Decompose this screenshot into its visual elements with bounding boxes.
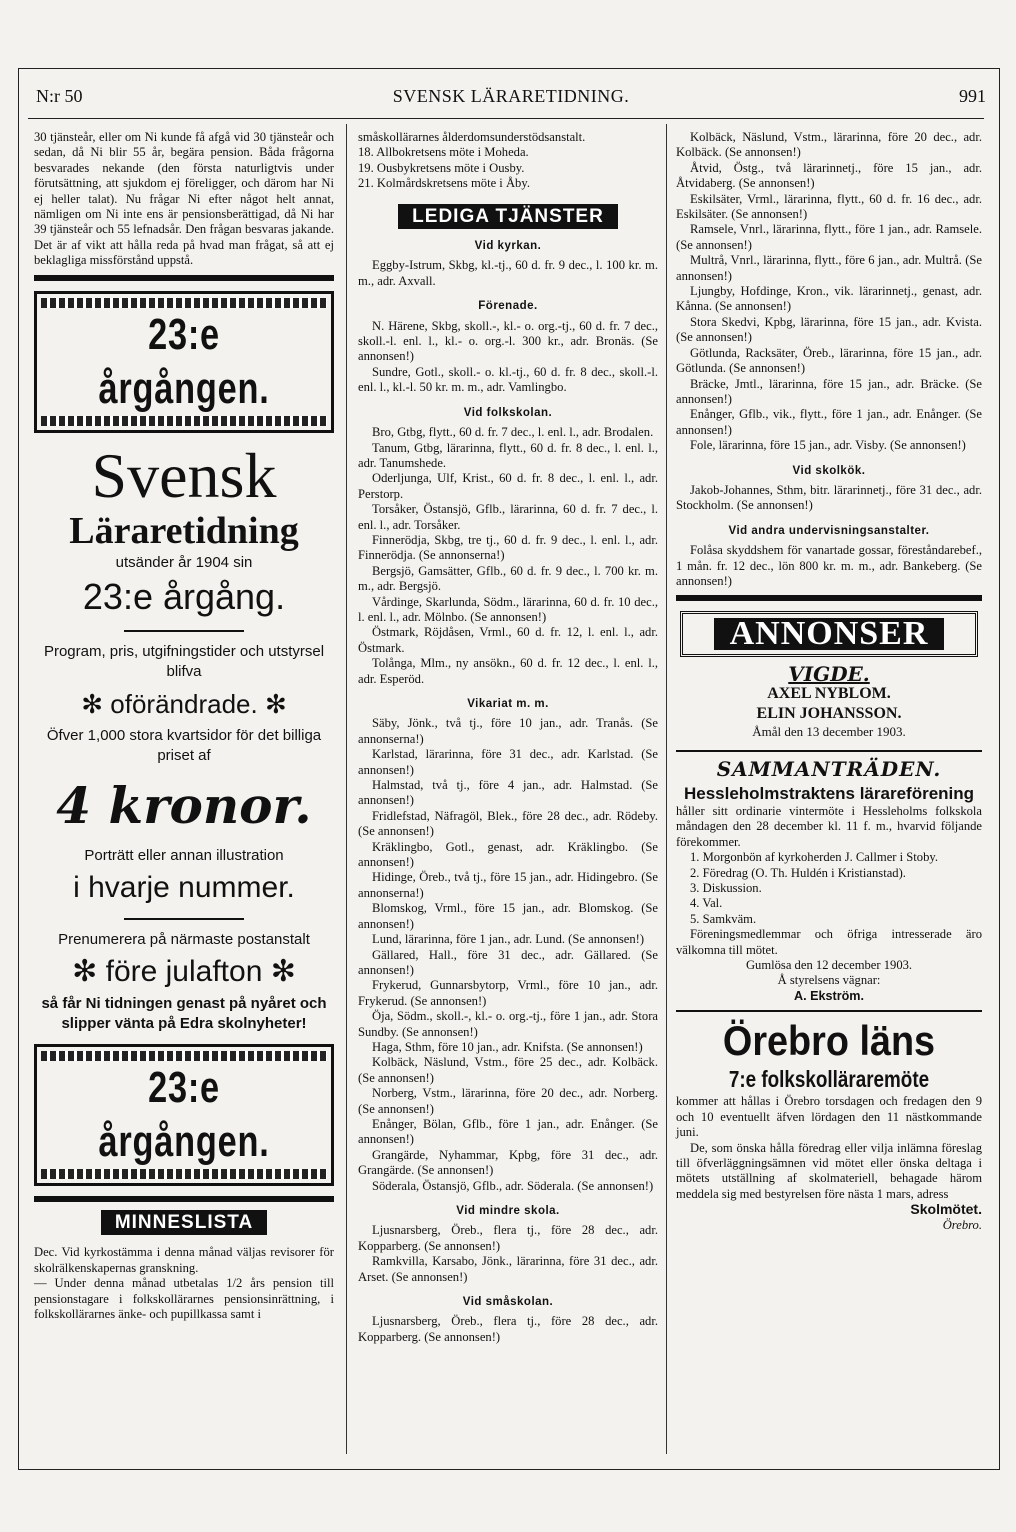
section-heading: Vid kyrkan. (474, 240, 542, 253)
section-heading: Vid småskolan. (462, 1296, 554, 1309)
argangen-heading: 23:e årgången. (98, 1063, 270, 1167)
section-heading: Vikariat m. m. (467, 698, 549, 710)
annonser-heading: ANNONSER (714, 618, 945, 649)
argangen-heading: 23:e årgången. (98, 309, 270, 413)
vacancy-entry: Multrå, Vnrl., lärarinna, flytt., före 6 jan., adr. Multrå. (Se annonsen!) (676, 253, 982, 283)
separator-bar (676, 750, 982, 752)
lediga-heading: LEDIGA TJÄNSTER (398, 204, 618, 229)
ad-ofver: Öfver 1,000 stora kvartsidor för det billiga priset af (46, 727, 322, 765)
orebro-sign-place: Örebro. (942, 1217, 982, 1232)
vigde-place: Åmål den 13 december 1903. (752, 724, 906, 740)
hessle-text: håller sitt ordinarie vintermöte i Hessleholms folkskola måndagen den 28 december kl. 11 f. m., hvarvid följande förekommer. (676, 804, 982, 849)
vacancy-entry: Halmstad, två tj., före 4 jan., adr. Halmstad. (Se annonsen!) (358, 778, 658, 808)
orebro-text: kommer att hållas i Örebro torsdagen och fredagen den 9 och 10 eventuellt äfven lördagen den 11 nästkommande juni. (676, 1094, 982, 1140)
ad-prenumerera: Prenumerera på närmaste postanstalt (58, 931, 310, 949)
vacancy-entry: Oderljunga, Ulf, Krist., 60 d. fr. 8 dec., l. enl. l., adr. Perstorp. (358, 471, 658, 501)
minnes-item: — Under denna månad utbetalas 1/2 års pension till pensionstagare i folkskollärarnes pensionsinrättning, i folkskollärarnes änke- och pupillkassa samt i (34, 1276, 334, 1322)
hessle-item: 2. Föredrag (O. Th. Huldén i Kristianstad). (690, 865, 906, 880)
vacancy-entry: Kräklingbo, Gotl., genast, adr. Kräklingbo. (Se annonsen!) (358, 839, 658, 870)
vacancy-entry: Ljusnarsberg, Öreb., flera tj., före 28 dec., adr. Kopparberg. (Se annonsen!) (358, 1223, 658, 1253)
vacancy-entry: Finnerödja, Skbg, tre tj., 60 d. fr. 9 dec., l. enl. l., adr. Finnerödja. (Se annonserna!) (358, 532, 658, 563)
issue-number: N:r 50 (36, 86, 83, 106)
vacancy-entry: Sundre, Gotl., skoll.- o. kl.-tj., 60 d. fr. 8 dec., skoll.-l. enl. l., kl.-l. 50 kr. m. m., adr. Vamlingbo. (358, 364, 658, 395)
ad-julafton: ✻ före julafton ✻ (72, 955, 296, 989)
column-divider-2 (666, 124, 667, 1454)
vacancy-entry: Jakob-Johannes, Sthm, bitr. lärarinnetj., före 31 dec., adr. Stockholm. (Se annonsen!) (676, 482, 982, 513)
meeting-item: 21. Kolmårdskretsens möte i Åby. (358, 176, 530, 191)
hessle-signer: A. Ekström. (794, 988, 864, 1003)
ornament-border (41, 1051, 327, 1061)
vacancy-entry: Söderala, Östansjö, Gflb., adr. Söderala. (Se annonsen!) (372, 1178, 654, 1193)
ad-kronor: 4 kronor. (56, 776, 312, 836)
newspaper-title: SVENSK LÄRARETIDNING. (392, 86, 630, 106)
hessle-item: 5. Samkväm. (690, 911, 757, 926)
vacancy-entry: Blomskog, Vrml., före 15 jan., adr. Blomskog. (Se annonsen!) (358, 901, 658, 931)
hessle-sign: Å styrelsens vägnar: (777, 973, 881, 988)
section-heading: Förenade. (478, 300, 538, 313)
vacancy-entry: Lund, lärarinna, före 1 jan., adr. Lund. (Se annonsen!) (372, 932, 645, 947)
vacancy-entry: Fole, lärarinna, före 15 jan., adr. Visby. (Se annonsen!) (690, 438, 966, 453)
annonser-banner (680, 611, 978, 656)
hessle-item: 1. Morgonbön af kyrkoherden J. Callmer i Stoby. (690, 850, 938, 865)
vacancy-entry: Grangärde, Nyhammar, Kpbg, före 31 dec., adr. Grangärde. (Se annonsen!) (358, 1147, 658, 1178)
vacancy-entry: Tanum, Gtbg, lärarinna, flytt., 60 d. fr. 8 dec., l. enl. l., adr. Tanumshede. (358, 440, 658, 470)
vacancy-entry: Norberg, Vstm., lärarinna, före 20 dec., adr. Norberg. (Se annonsen!) (358, 1086, 658, 1116)
hessle-date: Gumlösa den 12 december 1903. (745, 958, 913, 973)
ad-portratt: Porträtt eller annan illustration (84, 847, 284, 865)
separator-bar (676, 595, 982, 601)
argangen-box-top (34, 291, 334, 433)
vacancy-entry: Bräcke, Jmtl., lärarinna, före 15 jan., adr. Bräcke. (Se annonsen!) (676, 376, 982, 406)
orebro-heading: Örebro läns (722, 1017, 936, 1065)
vacancy-entry: Kolbäck, Näslund, Vstm., lärarinna, före 20 dec., adr. Kolbäck. (Se annonsen!) (676, 130, 982, 160)
minnes-item: Dec. Vid kyrkostämma i denna månad väljas revisorer för skolrälkenskapernas granskning. (34, 1245, 334, 1275)
vigde-heading: VIGDE. (788, 661, 870, 686)
vacancy-entry: Östmark, Röjdåsen, Vrml., 60 d. fr. 12, l. enl. l., adr. Östmark. (358, 625, 658, 655)
column-2 (358, 130, 658, 1345)
intro-paragraph: 30 tjänsteår, eller om Ni kunde få afgå vid 30 tjänsteår och sedan, då Ni blir 55 år, begära pension. Båda frågorna besvarades nekande (den första naturligtvis under förutsättning, att sjukdom ej föreligger, och därom har Ni ej heller talat). Nu frågar Ni efter något helt annat, nämligen om Ni inte ens är pensionsberättigad, då Ni har 39 tjänsteår och 55 lefnadsår. Den frågan besvaras jakande. Det är af vikt att hålla reda på hvad man frågat, så att ej beklagliga missförstånd uppstå. (34, 130, 334, 268)
ad-sa-far: så får Ni tidningen genast på nyåret och slipper vänta på Edra skolnyheter! (41, 995, 327, 1033)
sammantraden-heading: SAMMANTRÄDEN. (716, 756, 942, 781)
couple-name: ELIN JOHANSSON. (756, 705, 902, 723)
vacancy-entry: Enånger, Bölan, Gflb., före 1 jan., adr. Enånger. (Se annonsen!) (358, 1116, 658, 1147)
minneslista-banner (34, 1210, 334, 1235)
orebro-text: De, som önska hålla föredrag eller vilja inlämna föreslag till öfverläggningsämnen vid mötet eller önska deltaga i mötets utställning af skolmateriell, behagade härom meddela sig med bestyrelsen före nästa 1 mars, adress (676, 1140, 982, 1201)
vacancy-entry: Fridlefstad, Näfragöl, Blek., före 28 dec., adr. Rödeby. (Se annonsen!) (358, 808, 658, 839)
vacancy-entry: N. Härene, Skbg, skoll.-, kl.- o. org.-tj., 60 d. fr. 7 dec., skoll.-l. enl. l., kl.- o. org.-l. 300 kr., adr. Bronäs. (Se annonsen!) (358, 318, 658, 364)
lediga-banner (358, 204, 658, 229)
ad-utsander: utsänder år 1904 sin (115, 553, 253, 571)
orebro-sign: Skolmötet. (910, 1201, 982, 1218)
hessle-item: 4. Val. (690, 896, 723, 911)
section-heading: Vid andra undervisningsanstalter. (728, 524, 930, 537)
ornament-border (41, 1169, 327, 1179)
ornament-border (41, 298, 327, 308)
hessle-item: 3. Diskussion. (690, 881, 762, 896)
ad-program: Program, pris, utgifningstider och utstyrsel blifva (43, 643, 325, 681)
section-heading: Vid mindre skola. (456, 1205, 560, 1217)
hessle-heading: Hessleholmstraktens lärareförening (683, 784, 975, 803)
ad-rule (124, 918, 244, 920)
vacancy-entry: Karlstad, lärarinna, före 31 dec., adr. Karlstad. (Se annonsen!) (358, 747, 658, 777)
ad-svensk: Svensk (91, 439, 277, 511)
ad-oforandrade: ✻ oförändrade. ✻ (81, 689, 287, 720)
column-1 (34, 130, 334, 1323)
separator-bar (34, 1196, 334, 1202)
ad-argang: 23:e årgång. (82, 576, 286, 618)
ad-lararetidning: Läraretidning (69, 509, 299, 552)
vacancy-entry: Ramkvilla, Karsabo, Jönk., lärarinna, före 31 dec., adr. Arset. (Se annonsen!) (358, 1254, 658, 1284)
orebro-subheading: 7:e folkskolläraremöte (728, 1066, 930, 1093)
subscription-ad (34, 439, 334, 1034)
vacancy-entry: Ramsele, Vnrl., lärarinna, flytt., före 1 jan., adr. Ramsele. (Se annonsen!) (676, 222, 982, 252)
vacancy-entry: Åtvid, Östg., två lärarinnetj., före 15 jan., adr. Åtvidaberg. (Se annonsen!) (676, 160, 982, 191)
vacancy-entry: Bergsjö, Gamsätter, Gflb., 60 d. fr. 9 dec., l. 700 kr. m. m., adr. Bergsjö. (358, 563, 658, 594)
continued-text: småskollärarnes ålderdomsunderstödsanstalt. (358, 130, 586, 144)
section-heading: Vid folkskolan. (463, 406, 553, 419)
vacancy-entry: Bro, Gtbg, flytt., 60 d. fr. 7 dec., l. enl. l., adr. Brodalen. (372, 425, 654, 440)
vacancy-entry: Kolbäck, Näslund, Vstm., före 25 dec., adr. Kolbäck. (Se annonsen!) (358, 1055, 658, 1085)
meeting-item: 18. Allbokretsens möte i Moheda. (358, 145, 529, 160)
section-heading: Vid skolkök. (792, 464, 866, 477)
vacancy-entry: Gällared, Hall., före 31 dec., adr. Gällared. (Se annonsen!) (358, 947, 658, 977)
vacancy-entry: Götlunda, Racksäter, Öreb., lärarinna, före 15 jan., adr. Götlunda. (Se annonsen!) (676, 345, 982, 376)
ad-rule (124, 630, 244, 632)
vacancy-entry: Eskilsäter, Vrml., lärarinna, flytt., 60 d. fr. 16 dec., adr. Eskilsäter. (Se annonsen!) (676, 191, 982, 222)
minneslista-heading: MINNESLISTA (101, 1210, 267, 1235)
column-3 (676, 130, 982, 1233)
vacancy-entry: Vårdinge, Skarlunda, Södm., lärarinna, 60 d. fr. 10 dec., l. enl. l., adr. Mölnbo. (Se annonsen!) (358, 594, 658, 624)
vacancy-entry: Tolånga, Mlm., ny ansökn., 60 d. fr. 12 dec., l. enl. l., adr. Esperöd. (358, 656, 658, 686)
vacancy-entry: Hidinge, Öreb., två tj., före 15 jan., adr. Hidingebro. (Se annonserna!) (358, 870, 658, 900)
vacancy-entry: Frykerud, Gunnarsbytorp, Vrml., före 10 jan., adr. Frykerud. (Se annonsen!) (358, 978, 658, 1008)
vacancy-entry: Torsåker, Östansjö, Gflb., lärarinna, 60 d. fr. 7 dec., l. enl. l., adr. Torsåker. (358, 502, 658, 532)
ad-hvarje: i hvarje nummer. (73, 871, 295, 905)
couple-name: AXEL NYBLOM. (767, 685, 891, 703)
page-header (36, 86, 986, 110)
hessle-end: Föreningsmedlemmar och öfriga intresserade äro välkomna till mötet. (676, 927, 982, 957)
header-rule (28, 118, 984, 119)
page-number: 991 (959, 86, 986, 106)
vacancy-entry: Ljungby, Hofdinge, Kron., vik. lärarinnetj., genast, adr. Kånna. (Se annonsen!) (676, 284, 982, 314)
separator-bar (676, 1010, 982, 1012)
separator-bar (34, 275, 334, 281)
meeting-item: 19. Ousbykretsens möte i Ousby. (358, 160, 525, 175)
column-divider-1 (346, 124, 347, 1454)
ornament-border (41, 416, 327, 426)
vacancy-entry: Enånger, Gflb., vik., flytt., före 1 jan., adr. Enånger. (Se annonsen!) (676, 407, 982, 437)
vacancy-entry: Ljusnarsberg, Öreb., flera tj., före 28 dec., adr. Kopparberg. (Se annonsen!) (358, 1314, 658, 1344)
vacancy-entry: Öja, Södm., skoll.-, kl.- o. org.-tj., före 1 jan., adr. Stora Sundby. (Se annonsen!) (358, 1009, 658, 1039)
vacancy-entry: Haga, Sthm, före 10 jan., adr. Knifsta. (Se annonsen!) (372, 1039, 643, 1054)
vacancy-entry: Eggby-Istrum, Skbg, kl.-tj., 60 d. fr. 9 dec., l. 100 kr. m. m., adr. Axvall. (358, 258, 658, 288)
vacancy-entry: Folåsa skyddshem för vanartade gossar, föreståndarebef., 1 mån. fr. 12 dec., lön 800 kr. m. m., adr. Bankeberg. (Se annonsen!) (676, 543, 982, 588)
argangen-box-bottom (34, 1044, 334, 1186)
vacancy-entry: Stora Skedvi, Kpbg, lärarinna, före 15 jan., adr. Kvista. (Se annonsen!) (676, 314, 982, 345)
vacancy-entry: Säby, Jönk., två tj., före 10 jan., adr. Tranås. (Se annonserna!) (358, 716, 658, 746)
